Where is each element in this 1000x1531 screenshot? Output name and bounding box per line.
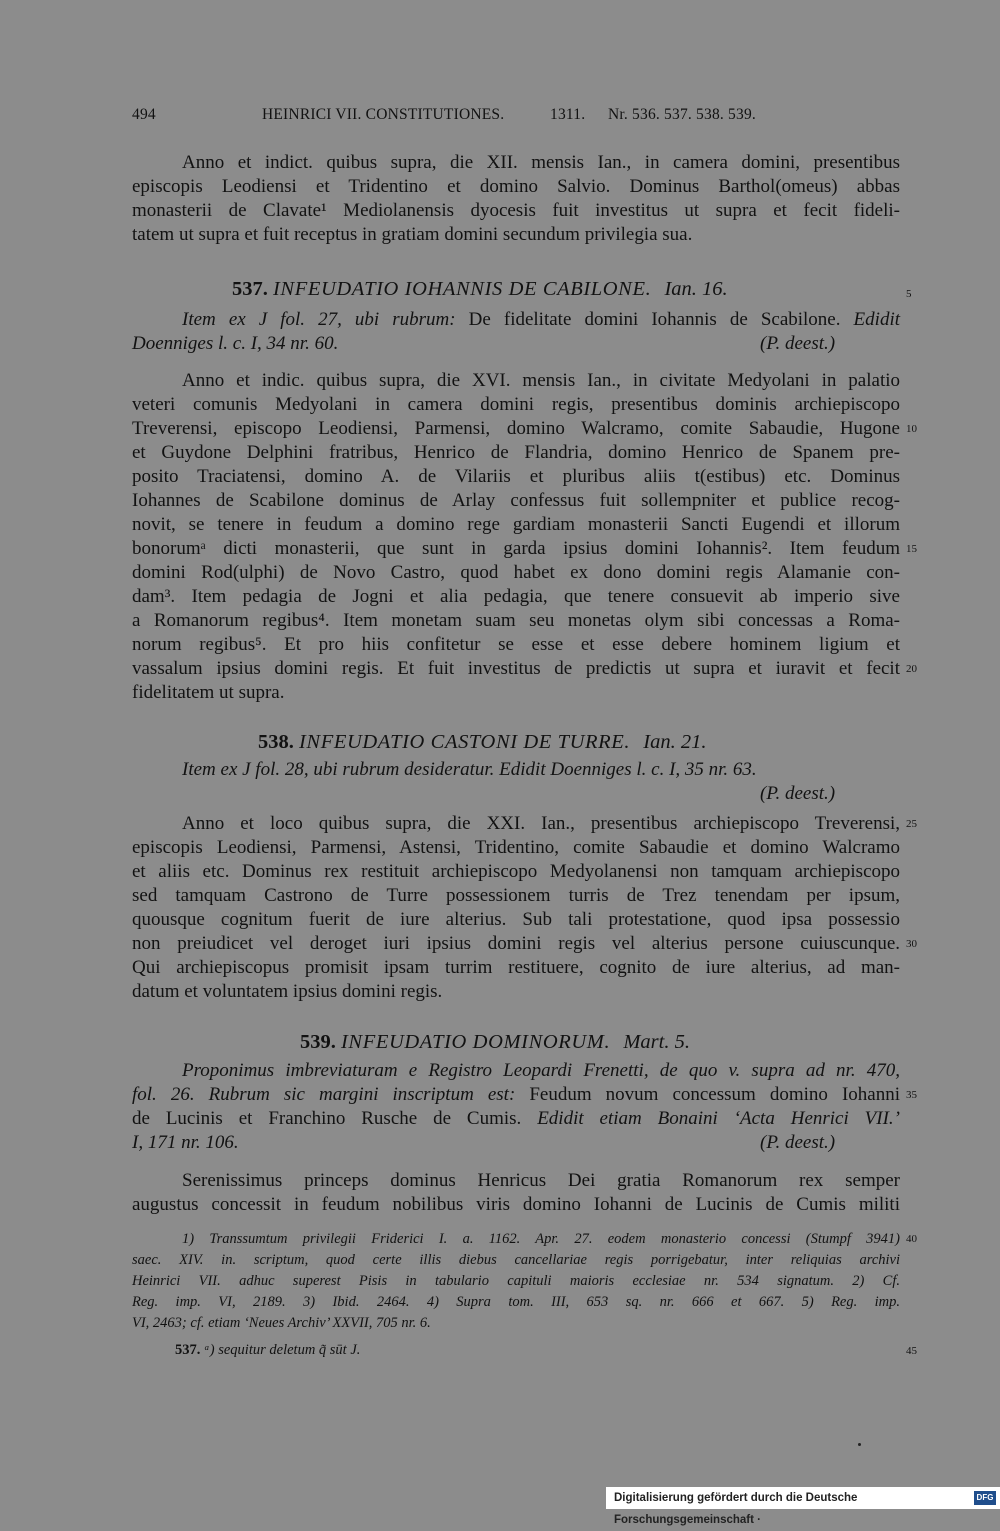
- line-number: 30: [906, 938, 917, 950]
- section-title-538: [258, 731, 706, 754]
- source-line: fol. 26. Rubrum sic margini inscriptum est: Feudum novum concessum domino Iohanni: [132, 1084, 900, 1105]
- text-line: Iohannes de Scabilone dominus de Arlay confessus fuit sollempniter et publice recog-: [132, 490, 900, 511]
- text-line: non preiudicet vel deroget iuri ipsius domini regis vel alterius persone cuiuscunque.: [132, 933, 900, 954]
- source-line: Item ex J fol. 28, ubi rubrum desideratur. Edidit Doenniges l. c. I, 35 nr. 63.: [182, 759, 757, 780]
- line-number: 45: [906, 1345, 917, 1357]
- source-line: Item ex J fol. 27, ubi rubrum: De fidelitate domini Iohannis de Scabilone. Edidit: [182, 309, 901, 330]
- text-line: et Guydone Delphini fratribus, Henrico de Flandria, domino Henrico de Spanem pre-: [132, 442, 900, 463]
- source-line: de Lucinis et Franchino Rusche de Cumis. Edidit etiam Bonaini ‘Acta Henrici VII.’: [132, 1108, 901, 1129]
- footnote-line: 1) Transsumtum privilegii Friderici I. a. 1162. Apr. 27. eodem monasterio concessi (Stumpf 3941): [182, 1231, 900, 1247]
- footnote-line: saec. XIV. in. scriptum, quod certe illis diebus cancellariae regis porrigebatur, inter reliquias archivi: [132, 1252, 900, 1268]
- section-date: Mart. 5.: [623, 1031, 690, 1053]
- line-number: 15: [906, 543, 917, 555]
- text-line: tatem ut supra et fuit receptus in gratiam domini secundum privilegia sua.: [132, 224, 693, 245]
- section-heading: INFEUDATIO IOHANNIS DE CABILONE.: [273, 278, 652, 300]
- source-note: (P. deest.): [760, 783, 836, 804]
- line-number: 5: [906, 288, 912, 300]
- line-number: 35: [906, 1089, 917, 1101]
- section-number: 539.: [300, 1031, 336, 1053]
- text-line: Serenissimus princeps dominus Henricus Dei gratia Romanorum rex semper: [182, 1170, 900, 1191]
- text-line: norum regibus⁵. Et pro hiis confitetur se esse et esse debere hominem ligium et: [132, 634, 900, 655]
- speck: [858, 1443, 861, 1446]
- header-year: 1311.: [550, 106, 586, 123]
- text-line: et aliis etc. Dominus rex restituit archiepiscopo Medyolanensi non tamquam archiepiscopo: [132, 861, 900, 882]
- section-number: 538.: [258, 731, 294, 753]
- line-number: 25: [906, 818, 917, 830]
- source-note: (P. deest.): [760, 333, 836, 354]
- footnote-line: Reg. imp. VI, 2189. 3) Ibid. 2464. 4) Supra tom. III, 653 sq. nr. 666 et 667. 5) Reg. imp.: [132, 1294, 900, 1310]
- dfg-logo: DFG: [974, 1491, 996, 1505]
- text-line: vassalum ipsius domini regis. Et fuit investitus de predictis ut supra et iuravit et fecit: [132, 658, 900, 679]
- text-line: novit, se tenere in feudum a domino rege gardiam monasterii Sancti Eugendi et illorum: [132, 514, 900, 535]
- text-line: bonorumᵃ dicti monasterii, que sunt in garda ipsius domini Iohannis². Item feudum: [132, 538, 900, 559]
- source-note: (P. deest.): [760, 1132, 836, 1153]
- digitization-credit: Digitalisierung gefördert durch die Deutsche Forschungsgemeinschaft ·: [614, 1492, 858, 1526]
- header-numbers: Nr. 536. 537. 538. 539.: [608, 106, 756, 123]
- text-line: Anno et indic. quibus supra, die XVI. mensis Ian., in civitate Medyolani in palatio: [182, 370, 900, 391]
- text-line: domini Rod(ulphi) de Novo Castro, quod habet ex dono domini regis Alamanie con-: [132, 562, 900, 583]
- text-line: posito Traciatensi, domino A. de Vilariis et pluribus aliis t(estibus) etc. Dominus: [132, 466, 900, 487]
- line-number: 40: [906, 1233, 917, 1245]
- text-line: veteri comunis Medyolani in camera domini regis, presentibus dominis archiepiscopo: [132, 394, 900, 415]
- source-line: [760, 782, 835, 806]
- section-title-537: [232, 278, 728, 301]
- running-title: HEINRICI VII. CONSTITUTIONES.: [262, 106, 505, 123]
- text-line: datum et voluntatem ipsius domini regis.: [132, 981, 443, 1002]
- section-heading: INFEUDATIO DOMINORUM.: [341, 1031, 611, 1053]
- source-line: I, 171 nr. 106. (P. deest.): [132, 1132, 836, 1153]
- text-line: augustus concessit in feudum nobilibus viris domino Iohanni de Lucinis de Cumis militi: [132, 1194, 900, 1215]
- section-date: Ian. 16.: [664, 278, 728, 300]
- page-number: 494: [132, 106, 156, 123]
- text-line: episcopis Leodiensi et Tridentino et domino Salvio. Dominus Barthol(omeus) abbas: [132, 176, 900, 197]
- line-number: 20: [906, 663, 917, 675]
- text-line: monasterii de Clavate¹ Mediolanensis dyocesis fuit investitus ut supra et fecit fideli-: [132, 200, 900, 221]
- digitization-footer: [606, 1487, 1000, 1526]
- text-line: Anno et loco quibus supra, die XXI. Ian., presentibus archiepiscopo Treverensi,: [182, 813, 900, 834]
- section-heading: INFEUDATIO CASTONI DE TURRE.: [299, 731, 631, 753]
- text-line: dam³. Item pedagia de Jogni et alia pedagia, que tenere consuevit ab imperio sive: [132, 586, 900, 607]
- text-line: quousque cognitum fuerit de iure alterius. Sub tali protestatione, quod ipsa possessio: [132, 909, 900, 930]
- text-line: a Romanorum regibus⁴. Item monetam suam seu monetas olym sibi concessas a Roma-: [132, 610, 900, 631]
- variant-note: 537. ᵃ) sequitur deletum q̃ sūt J.: [175, 1342, 361, 1358]
- footnote-line: VI, 2463; cf. etiam ‘Neues Archiv’ XXVII, 705 nr. 6.: [132, 1315, 431, 1331]
- source-line: Doenniges l. c. I, 34 nr. 60. (P. deest.): [132, 333, 836, 354]
- line-number: 10: [906, 423, 917, 435]
- text-line: fidelitatem ut supra.: [132, 682, 285, 703]
- text-line: episcopis Leodiensi, Parmensi, Astensi, Tridentino, comite Sabaudie et domino Walcramo: [132, 837, 900, 858]
- text-line: Treverensi, episcopo Leodiensi, Parmensi, domino Walcramo, comite Sabaudie, Hugone: [132, 418, 900, 439]
- source-line: Proponimus imbreviaturam e Registro Leopardi Frenetti, de quo v. supra ad nr. 470,: [182, 1060, 900, 1081]
- section-date: Ian. 21.: [643, 731, 707, 753]
- text-line: Qui archiepiscopus promisit ipsam turrim restituere, cognito de iure alterius, ad man-: [132, 957, 900, 978]
- section-title-539: [300, 1031, 690, 1054]
- footnote-line: Heinrici VII. adhuc superest Pisis in tabulario capituli maioris ecclesiae nr. 534 signatum. 2) Cf.: [132, 1273, 900, 1289]
- section-number: 537.: [232, 278, 268, 300]
- text-line: sed tamquam Castrono de Turre possessionem turris de Trez tenendam per ipsum,: [132, 885, 900, 906]
- text-line: Anno et indict. quibus supra, die XII. mensis Ian., in camera domini, presentibus: [182, 152, 900, 173]
